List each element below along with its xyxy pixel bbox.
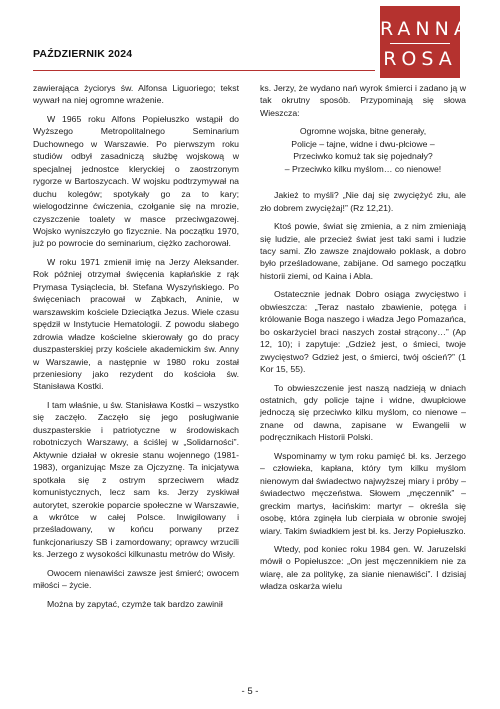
header-date: PAŹDZIERNIK 2024: [33, 48, 133, 60]
paragraph: zawierająca życiorys św. Alfonsa Liguoriego; tekst wywarł na niej ogromne wrażenie.: [33, 83, 239, 106]
poem-quote: [260, 125, 466, 175]
paragraph: I tam właśnie, u św. Stanisława Kostki – wszystko się zaczęło. Zaczęło się jego posługiwanie duszpasterskie i patriotyczne w środowiskach robotniczych Warszawy, a ściślej w „Solidarności”. Aktywnie działał w okresie stanu wojennego (1981-1983), organizując Msze za Ojczyznę. Ta inicjatywa spotkała się z ostrym sprzeciwem władz komunistycznych, lecz sam ks. Jerzy zyskiwał autorytet, szerokie poparcie społeczne w Warszawie, a wkrótce w całej Polsce. Inwigilowany i prześladowany, w końcu porwany przez funkcjonariuszy SB i zamordowany; oprawcy wrzucili ks. Jerzego z wysokości kilkunastu metrów do Wisły.: [33, 399, 239, 560]
logo-word-ranna: RANNA: [380, 18, 472, 40]
paragraph: Wspominamy w tym roku pamięć bł. ks. Jerzego – człowieka, kapłana, który tym kilku myślom nienowym dał świadectwo najwyższej miary i próby – świadectwo męczeństwa. Słowem „męczennik” – greckim martys, łacińskim: martyr – określa się osobę, która zginęła lub cierpiała w obronie swojej wiary. Takim świadkiem jest bł. ks. Jerzy Popiełuszko.: [260, 450, 466, 536]
paragraph: W 1965 roku Alfons Popiełuszko wstąpił do Wyższego Metropolitalnego Seminarium Duchownego w Warszawie. Po pierwszym roku studiów odbył zasadniczą służbę wojskową w specjalnej jednostce kleryckiej o zaostrzonym rygorze w Bartoszycach. W wojsku podtrzymywał na duchu kolegów; spotykały go za to kary; wielogodzinne ćwiczenia, czołganie się na mrozie, czyszczenie toalety w masce przeciwgazowej. Wojsko wyniszczyło go fizycznie. Na początku 1970, już po powrocie do seminarium, ciężko zachorował.: [33, 113, 239, 249]
logo-word-rosa: ROSA: [383, 48, 457, 70]
paragraph: Wtedy, pod koniec roku 1984 gen. W. Jaruzelski mówił o Popiełuszce: „On jest męczennikiem nie za wiarę, ale za politykę, za sianie nienawiści”. I dzisiaj władza oskarża wielu: [260, 543, 466, 592]
paragraph: Można by zapytać, czymże tak bardzo zawinił: [47, 598, 223, 609]
paragraph: Jakież to myśli? „Nie daj się zwyciężyć złu, ale zło dobrem zwyciężaj!” (Rz 12,21).: [260, 190, 466, 213]
paragraph: W roku 1971 zmienił imię na Jerzy Aleksander. Rok później otrzymał święcenia kapłańskie z rąk Prymasa Tysiąclecia, bł. Stefana Wyszyńskiego. Po święceniach pracował w Ząbkach, Aninie, w warszawskim kościele Dzieciątka Jezus. Wiele czasu spędził w Instytucie Hematologii. Z powodu słabego zdrowia władze kościelne skierowały go do pracy duszpasterskiej przy kościele akademickim św. Anny w Warszawie, a następnie w 1980 roku został przeniesiony jako rezydent do kościoła św. Stanisława Kostki.: [33, 256, 239, 392]
ranna-rosa-logo: [380, 6, 472, 78]
poem-line: Policje – tajne, widne i dwu-płciowe –: [291, 138, 435, 149]
logo-divider: [390, 43, 450, 44]
paragraph: To obwieszczenie jest naszą nadzieją w dniach ostatnich, gdy policje tajne i widne, dwupłciowe jednoczą się przeciwko kilku myślom, co nienowe – znane od dawna, zapisane w Ewangelii w podręcznikach Historii Polski.: [260, 382, 466, 443]
page-number: - 5 -: [241, 686, 259, 697]
poem-line: Przeciwko komuż tak się pojednały?: [293, 151, 433, 162]
paragraph: Ktoś powie, świat się zmienia, a z nim zmieniają się ludzie, ale przecież świat jest taki sami i ludzie tacy sami. Zło zawsze znajdowało poklask, a dobro było prześladowane, zabijane. Od samego początku historii ziemi, od Kaina i Abla.: [260, 221, 466, 281]
poem-line: Ogromne wojska, bitne generały,: [299, 126, 427, 137]
paragraph: Owocem nienawiści zawsze jest śmierć; owocem miłości – życie.: [33, 567, 239, 591]
poem-line: – Przeciwko kilku myślom… co nienowe!: [284, 163, 442, 174]
header-rule: [33, 70, 375, 71]
right-column: [260, 82, 466, 593]
paragraph: Ostatecznie jednak Dobro osiąga zwycięstwo i obwieszcza: „Teraz nastało zbawienie, potęga i królowanie Boga naszego i władza Jego Pomazańca, bo oskarżyciel braci naszych został strącony…” (Ap 12, 10); i zapytuje: „Gdzież jest, o śmieci, twoje zwycięstwo? Gdzież jest, o śmierci, twój oścień?” (1 Kor 15, 55).: [260, 289, 466, 375]
left-column: [33, 82, 239, 610]
paragraph: ks. Jerzy, że wydano nań wyrok śmierci i zadano ją w tak okrutny sposób. Przypominają się słowa Wieszcza:: [260, 83, 466, 118]
